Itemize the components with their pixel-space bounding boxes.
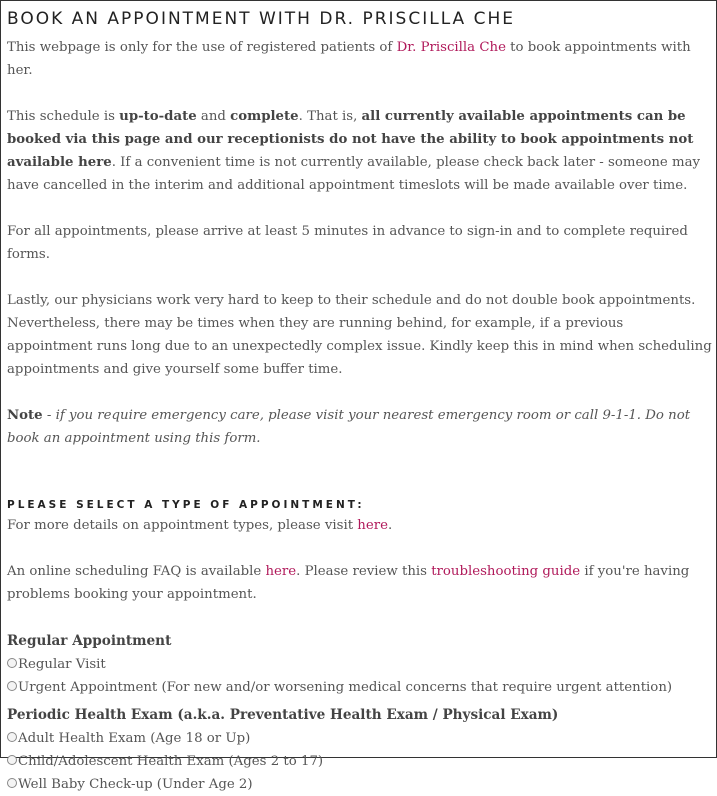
details-text: For more details on appointment types, please visit	[7, 518, 358, 533]
doctor-link[interactable]: Dr. Priscilla Che	[396, 40, 506, 55]
section-title: PLEASE SELECT A TYPE OF APPOINTMENT:	[7, 499, 365, 511]
main-content	[7, 9, 712, 796]
details-paragraph	[7, 514, 712, 537]
radio-button[interactable]	[7, 681, 17, 691]
radio-option-adult-health-exam[interactable]	[7, 727, 712, 750]
bold-text: all currently available appointments can be booked via this page and our receptionists do not have the ability to book appointments not available here	[7, 109, 694, 170]
radio-label: Urgent Appointment (For new and/or worsening medical concerns that require urgent attention)	[18, 680, 673, 695]
faq-paragraph	[7, 560, 712, 606]
intro-text: . That is,	[298, 109, 362, 124]
troubleshooting-guide-link[interactable]: troubleshooting guide	[431, 564, 581, 579]
faq-text: . Please review this	[296, 564, 432, 579]
intro-paragraph-3: For all appointments, please arrive at least 5 minutes in advance to sign-in and to complete required forms.	[7, 224, 688, 262]
radio-label: Child/Adolescent Health Exam (Ages 2 to 17)	[18, 754, 324, 769]
radio-label: Regular Visit	[18, 657, 106, 672]
intro-text: to book appointments with her.	[7, 40, 691, 78]
radio-button[interactable]	[7, 755, 17, 765]
radio-button[interactable]	[7, 658, 17, 668]
appointment-types-link[interactable]: here	[357, 518, 388, 533]
note-label: Note	[7, 408, 43, 423]
intro-paragraph-1	[7, 36, 712, 82]
appointment-group-periodic	[7, 703, 712, 796]
intro-text: This webpage is only for the use of registered patients of	[7, 40, 397, 55]
radio-button[interactable]	[7, 778, 17, 788]
appointment-group-regular	[7, 629, 712, 699]
faq-text: if you're having problems booking your appointment.	[7, 564, 690, 602]
group-title: Regular Appointment	[7, 633, 172, 649]
bold-text: complete	[230, 109, 299, 124]
bold-text: up-to-date	[119, 109, 197, 124]
radio-option-urgent-appointment[interactable]	[7, 676, 712, 699]
radio-label: Adult Health Exam (Age 18 or Up)	[18, 731, 251, 746]
emergency-note	[7, 404, 712, 450]
faq-link[interactable]: here	[265, 564, 297, 579]
intro-text: This schedule is	[7, 109, 120, 124]
radio-option-well-baby-checkup[interactable]	[7, 773, 712, 796]
intro-paragraph-4: Lastly, our physicians work very hard to keep to their schedule and do not double book appointments. Nevertheless, there may be times when they are running behind, for example, if a previous appointment runs long due to an unexpectedly complex issue. Kindly keep this in mind when scheduling appointments and give yourself some buffer time.	[7, 293, 712, 377]
faq-text: An online scheduling FAQ is available	[7, 564, 266, 579]
intro-text: and	[196, 109, 231, 124]
radio-option-regular-visit[interactable]	[7, 653, 712, 676]
intro-text: . If a convenient time is not currently available, please check back later - someone may have cancelled in the interim and additional appointment timeslots will be made available over time.	[7, 155, 701, 193]
radio-button[interactable]	[7, 732, 17, 742]
page-title: BOOK AN APPOINTMENT WITH DR. PRISCILLA CHE	[7, 9, 515, 29]
group-title: Periodic Health Exam (a.k.a. Preventative Health Exam / Physical Exam)	[7, 707, 559, 723]
radio-option-child-health-exam[interactable]	[7, 750, 712, 773]
note-text: - if you require emergency care, please visit your nearest emergency room or call 9-1-1. Do not book an appointment using this form.	[7, 408, 691, 446]
radio-label: Well Baby Check-up (Under Age 2)	[18, 777, 253, 792]
details-text: .	[387, 518, 393, 533]
intro-paragraph-2	[7, 105, 712, 197]
